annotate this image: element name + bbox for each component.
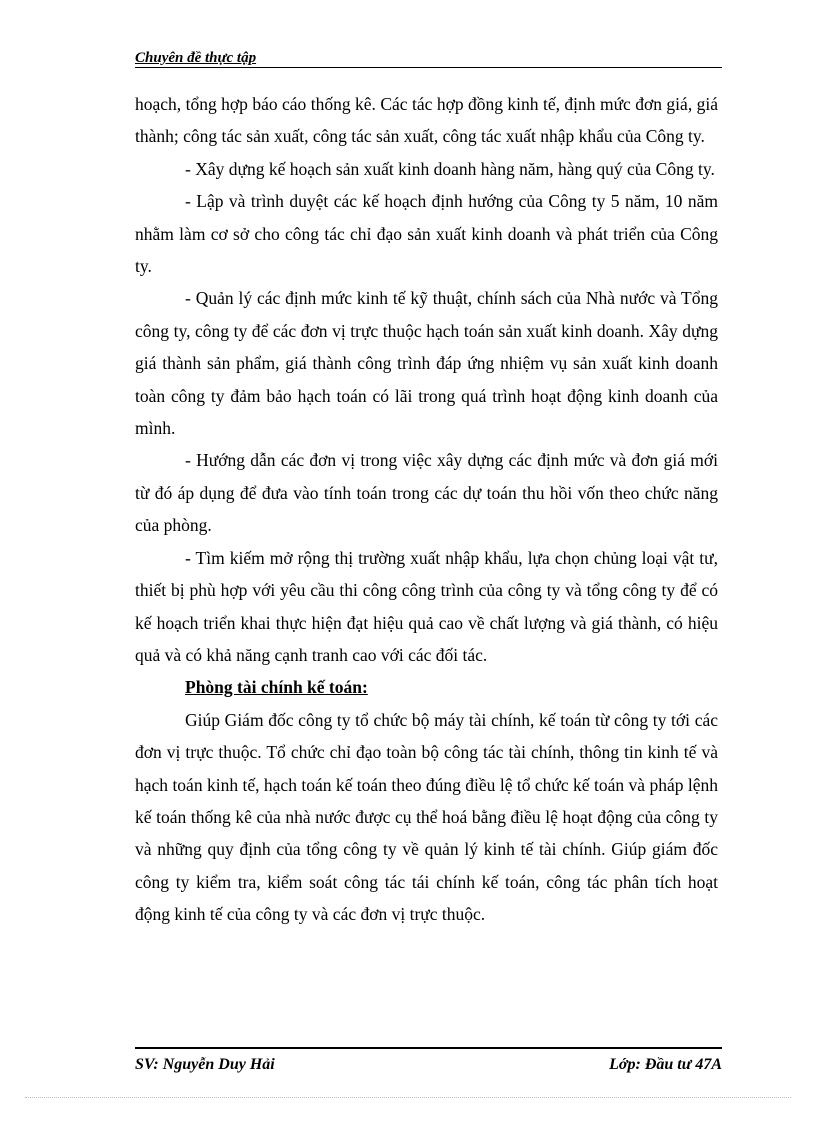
page-footer [135, 1047, 722, 1075]
footer-class-name: Lớp: Đầu tư 47A [609, 1056, 722, 1073]
document-body [135, 88, 718, 931]
page-header [135, 47, 722, 68]
paragraph-bullet: - Tìm kiếm mở rộng thị trường xuất nhập khẩu, lựa chọn chủng loại vật tư, thiết bị phù hợp với yêu cầu thi công công trình của công ty và tổng công ty để có kế hoạch triển khai thực hiện đạt hiệu quả cao về chất lượng và giá thành, có hiệu quả và có khả năng cạnh tranh cao với các đối tác. [135, 547, 718, 665]
section-paragraph: Giúp Giám đốc công ty tổ chức bộ máy tài chính, kế toán từ công ty tới các đơn vị trực thuộc. Tổ chức chỉ đạo toàn bộ công tác tài chính, thông tin kinh tế và hạch toán kinh tế, hạch toán kế toán theo đúng điều lệ tổ chức kế toán và pháp lệnh kế toán thống kê của nhà nước được cụ thể hoá bằng điều lệ hoạt động của công ty và những quy định của tổng công ty về quản lý kinh tế tài chính. Giúp giám đốc công ty kiểm tra, kiểm soát công tác tái chính kế toán, công tác phân tích hoạt động kinh tế của công ty và các đơn vị trực thuộc. [135, 709, 718, 925]
page-bottom-divider [25, 1097, 791, 1098]
footer-student-name: SV: Nguyễn Duy Hải [135, 1056, 275, 1073]
paragraph-bullet: - Hướng dẫn các đơn vị trong việc xây dựng các định mức và đơn giá mới từ đó áp dụng để đưa vào tính toán trong các dự toán thu hồi vốn theo chức năng của phòng. [135, 450, 718, 536]
header-title: Chuyên đề thực tập [135, 50, 257, 66]
paragraph-bullet: - Xây dựng kế hoạch sản xuất kinh doanh hàng năm, hàng quý của Công ty. [185, 158, 715, 179]
section-heading: Phòng tài chính kế toán: [185, 677, 368, 698]
paragraph-bullet: - Quản lý các định mức kinh tế kỹ thuật, chính sách của Nhà nước và Tổng công ty, công ty để các đơn vị trực thuộc hạch toán sản xuất kinh doanh. Xây dựng giá thành sản phẩm, giá thành công trình đáp ứng nhiệm vụ sản xuất kinh doanh toàn công ty đảm bảo hạch toán có lãi trong quá trình hoạt động kinh doanh của mình. [135, 288, 718, 439]
paragraph-continuation: hoạch, tổng hợp báo cáo thống kê. Các tác hợp đồng kinh tế, định mức đơn giá, giá thành; công tác sản xuất, công tác sản xuất, công tác xuất nhập khẩu của Công ty. [135, 94, 718, 147]
paragraph-bullet: - Lập và trình duyệt các kế hoạch định hướng của Công ty 5 năm, 10 năm nhằm làm cơ sở cho công tác chỉ đạo sản xuất kinh doanh và phát triển của Công ty. [135, 191, 718, 277]
